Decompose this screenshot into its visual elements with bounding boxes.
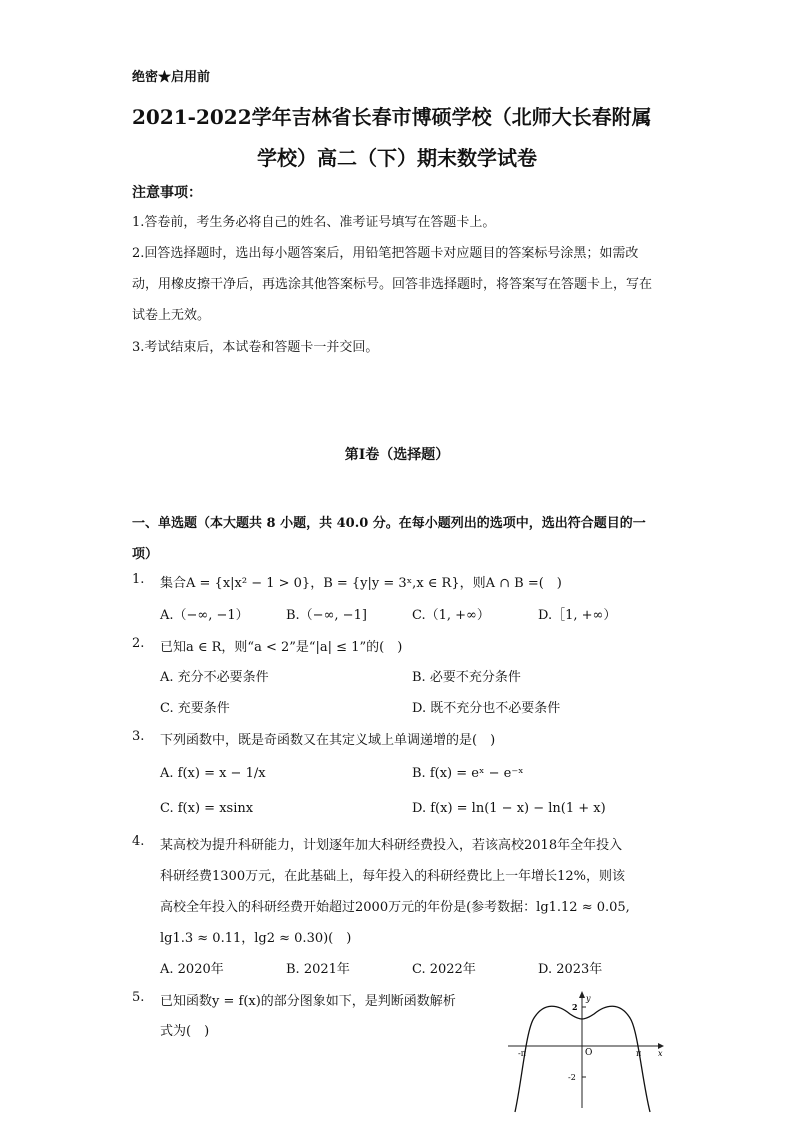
- question-1-text: 集合A = {x|x² − 1 > 0}，B = {y|y = 3ˣ,x ∈ R}，则A ∩ B =( ): [160, 576, 562, 591]
- question-2-option-c: C. 充要条件: [160, 701, 230, 716]
- question-5-line-2: 式为( ): [160, 1024, 210, 1039]
- graph-y-bottom-tick-label: -2: [568, 1073, 576, 1082]
- question-4-number: 4.: [132, 834, 145, 849]
- graph-y-label: y: [586, 994, 591, 1003]
- question-5-line-1: 已知函数y = f(x)的部分图象如下，是判断函数解析: [160, 994, 456, 1009]
- question-5-number: 5.: [132, 990, 145, 1005]
- question-4-line-1: 某高校为提升科研能力，计划逐年加大科研经费投入，若该高校2018年全年投入: [160, 838, 623, 853]
- graph-x-label: x: [658, 1049, 663, 1058]
- question-3-option-a: A. f(x) = x − 1/x: [160, 766, 266, 781]
- question-1-option-a: A.（−∞, −1）: [160, 608, 249, 623]
- graph-x-right-tick-label: π: [636, 1049, 642, 1058]
- graph-y-arrow-icon: [579, 991, 585, 998]
- section-title: 第I卷（选择题）: [344, 447, 450, 463]
- question-3-option-d: D. f(x) = ln(1 − x) − ln(1 + x): [412, 801, 606, 816]
- question-4-option-d: D. 2023年: [538, 962, 603, 977]
- question-1-number: 1.: [132, 572, 145, 587]
- question-3-number: 3.: [132, 729, 145, 744]
- graph-origin-label: O: [585, 1048, 593, 1058]
- graph-x-left-tick-label: -π: [518, 1049, 526, 1058]
- question-1-option-b: B.（−∞, −1]: [286, 608, 367, 623]
- question-1-option-d: D.［1, +∞）: [538, 608, 617, 623]
- question-2-option-b: B. 必要不充分条件: [412, 670, 521, 685]
- question-3-option-c: C. f(x) = xsinx: [160, 801, 254, 816]
- exam-title-line2: 学校）高二（下）期末数学试卷: [257, 146, 537, 170]
- function-graph: [500, 990, 670, 1115]
- question-2-option-d: D. 既不充分也不必要条件: [412, 701, 561, 716]
- notice-item-1: 1.答卷前，考生务必将自己的姓名、准考证号填写在答题卡上。: [132, 215, 496, 230]
- exam-title-line1: 2021-2022学年吉林省长春市博硕学校（北师大长春附属: [132, 105, 652, 129]
- question-4-line-2: 科研经费1300万元，在此基础上，每年投入的科研经费比上一年增长12%，则该: [160, 869, 625, 884]
- graph-y-top-tick-label: 2: [572, 1002, 578, 1012]
- question-2-option-a: A. 充分不必要条件: [160, 670, 269, 685]
- notice-heading: 注意事项：: [132, 185, 202, 201]
- question-4-option-c: C. 2022年: [412, 962, 476, 977]
- question-4-option-b: B. 2021年: [286, 962, 350, 977]
- question-4-line-4: lg1.3 ≈ 0.11，lg2 ≈ 0.30)( ): [160, 931, 352, 946]
- part-one-heading: 一、单选题（本大题共 8 小题，共 40.0 分。在每小题列出的选项中，选出符合题目的一项）: [132, 516, 646, 562]
- question-2-text: 已知a ∈ R，则“a < 2”是“|a| ≤ 1”的( ): [160, 640, 403, 655]
- notice-item-2: 2.回答选择题时，选出每小题答案后，用铅笔把答题卡对应题目的答案标号涂黑；如需改动，用橡皮擦干净后，再选涂其他答案标号。回答非选择题时，将答案写在答题卡上，写在试卷上无效。: [132, 246, 653, 323]
- notice-item-3: 3.考试结束后，本试卷和答题卡一并交回。: [132, 340, 379, 355]
- question-3-text: 下列函数中，既是奇函数又在其定义域上单调递增的是( ): [160, 733, 496, 748]
- question-4-line-3: 高校全年投入的科研经费开始超过2000万元的年份是(参考数据：lg1.12 ≈ 0.05,: [160, 900, 630, 915]
- question-4-option-a: A. 2020年: [160, 962, 224, 977]
- question-2-number: 2.: [132, 636, 145, 651]
- confidential-mark: 绝密★启用前: [132, 70, 211, 85]
- question-3-option-b: B. f(x) = eˣ − e⁻ˣ: [412, 766, 524, 781]
- question-1-option-c: C.（1, +∞）: [412, 608, 490, 623]
